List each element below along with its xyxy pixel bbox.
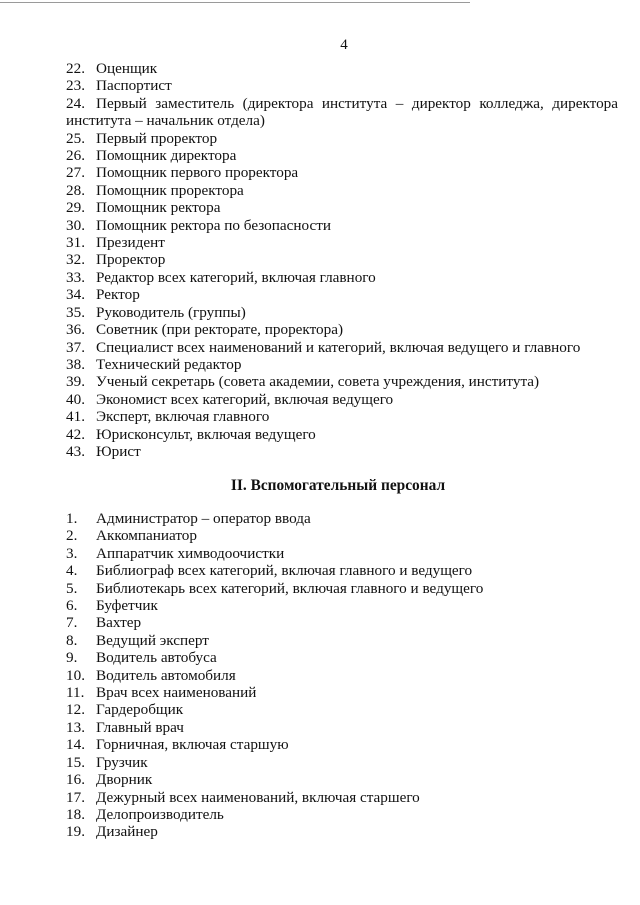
list-item [66,373,618,390]
item-number: 30. [66,216,85,234]
item-text: Делопроизводитель [96,805,224,823]
item-number: 15. [66,753,85,771]
item-number: 39. [66,373,85,391]
list-item [66,510,618,527]
item-text: Экономист всех категорий, включая ведущего [96,390,394,408]
item-text: Вахтер [96,614,142,632]
list-item [66,356,618,373]
list-item [66,391,618,408]
item-number: 2. [66,527,78,545]
item-text: Грузчик [96,753,148,771]
item-number: 37. [66,338,85,356]
list-item [66,667,618,684]
item-number: 11. [66,684,85,702]
item-number: 22. [66,60,85,77]
list-item [66,580,618,597]
list-item [66,701,618,718]
item-number: 14. [66,736,85,754]
item-number: 1. [66,510,78,527]
item-text: Аккомпаниатор [96,527,197,545]
list-item [66,408,618,425]
item-number: 19. [66,823,85,841]
list-item [66,269,618,286]
list-item [66,234,618,251]
list-item [66,771,618,788]
item-text: Дворник [96,771,153,789]
list-item [66,147,618,164]
item-text: Ученый секретарь (совета академии, совета учреждения, института) [96,373,540,391]
item-number: 13. [66,718,85,736]
list-item [66,251,618,268]
item-number: 18. [66,805,85,823]
item-number: 25. [66,129,85,147]
list-item [66,164,618,181]
item-number: 43. [66,442,85,460]
item-number: 12. [66,701,85,719]
item-number: 28. [66,181,85,199]
item-number: 24. [66,94,85,112]
item-text: Паспортист [96,77,172,95]
item-number: 17. [66,788,85,806]
item-text: Дежурный всех наименований, включая старшего [96,788,420,806]
list-item [66,597,618,614]
item-text: Оценщик [96,60,158,77]
item-number: 3. [66,544,78,562]
list-item [66,199,618,216]
list-item [66,823,618,840]
item-number: 41. [66,408,85,426]
item-text: Водитель автобуса [96,649,217,667]
item-text: Главный врач [96,718,184,736]
item-text: Помощник ректора [96,199,221,217]
item-number: 36. [66,321,85,339]
item-text: Технический редактор [96,355,242,373]
list-item [66,339,618,356]
item-number: 9. [66,649,78,667]
item-number: 29. [66,199,85,217]
item-text: Библиограф всех категорий, включая главного и ведущего [96,562,473,580]
list-item [66,754,618,771]
item-number: 8. [66,631,78,649]
top-rule [0,2,470,3]
list-item [66,527,618,544]
item-text: Ведущий эксперт [96,631,209,649]
item-number: 35. [66,303,85,321]
item-text: Помощник ректора по безопасности [96,216,331,234]
item-number: 33. [66,268,85,286]
item-text: Редактор всех категорий, включая главного [96,268,376,286]
item-text: Руководитель (группы) [96,303,246,321]
list-item [66,182,618,199]
item-text: Юрист [96,442,141,460]
list-item [66,614,618,631]
list-item [66,304,618,321]
item-text: Библиотекарь всех категорий, включая главного и ведущего [96,579,484,597]
item-text: Ректор [96,286,140,304]
item-number: 26. [66,147,85,165]
list-item [66,60,618,77]
list-item [66,632,618,649]
item-number: 31. [66,234,85,252]
item-text: Врач всех наименований [96,684,257,702]
item-number: 6. [66,597,78,615]
item-number: 23. [66,77,85,95]
position-list-continued [66,60,618,460]
list-item [66,130,618,147]
item-text: Проректор [96,251,166,269]
item-text: Помощник проректора [96,181,244,199]
section-heading: II. Вспомогательный персонал [230,477,446,494]
list-item [66,545,618,562]
item-text: Первый проректор [96,129,218,147]
page-number: 4 [340,37,348,53]
item-number: 4. [66,562,78,580]
list-item [66,77,618,94]
item-number: 38. [66,355,85,373]
list-item [66,562,618,579]
item-number: 27. [66,164,85,182]
item-number: 42. [66,425,85,443]
item-text: Первый заместитель (директора института – директор колледжа, директора института – начальник отдела) [66,94,618,130]
item-number: 32. [66,251,85,269]
item-number: 40. [66,390,85,408]
list-item [66,321,618,338]
item-text: Дизайнер [96,823,158,841]
item-text: Помощник первого проректора [96,164,299,182]
list-item [66,443,618,460]
list-item [66,649,618,666]
list-item [66,719,618,736]
item-text: Горничная, включая старшую [96,736,289,754]
item-text: Эксперт, включая главного [96,408,270,426]
item-text: Юрисконсульт, включая ведущего [96,425,316,443]
list-item [66,217,618,234]
item-number: 5. [66,579,78,597]
list-item [66,426,618,443]
item-text: Специалист всех наименований и категорий, включая ведущего и главного [96,338,581,356]
item-number: 16. [66,771,85,789]
item-text: Водитель автомобиля [96,666,236,684]
list-item [66,286,618,303]
item-text: Аппаратчик химводоочистки [96,544,285,562]
item-text: Президент [96,234,165,252]
item-number: 10. [66,666,85,684]
item-text: Советник (при ректорате, проректора) [96,321,344,339]
item-number: 34. [66,286,85,304]
list-item [66,789,618,806]
list-item [66,736,618,753]
item-text: Гардеробщик [96,701,184,719]
auxiliary-staff-list [66,510,618,841]
list-item [66,95,618,130]
item-number: 7. [66,614,78,632]
item-text: Администратор – оператор ввода [96,510,311,527]
item-text: Помощник директора [96,147,237,165]
list-item [66,684,618,701]
list-item [66,806,618,823]
item-text: Буфетчик [96,597,158,615]
